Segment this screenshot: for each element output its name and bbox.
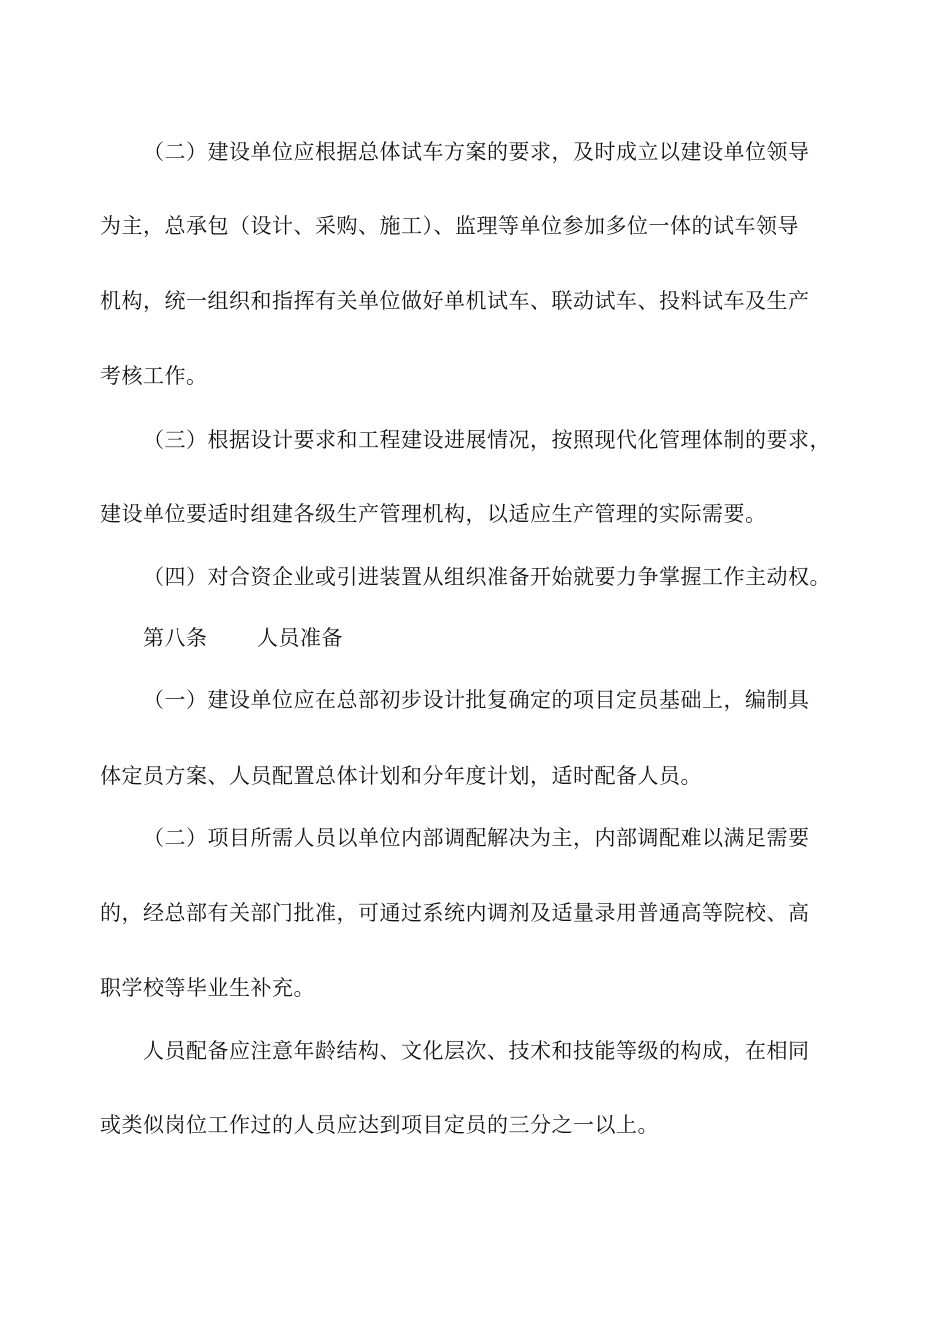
paragraph-line: 的，经总部有关部门批准，可通过系统内调剂及适量录用普通高等院校、高	[100, 901, 810, 925]
paragraph-line: （二）项目所需人员以单位内部调配解决为主，内部调配难以满足需要	[143, 826, 810, 850]
paragraph-line: 机构，统一组织和指挥有关单位做好单机试车、联动试车、投料试车及生产	[100, 289, 810, 313]
paragraph-line: （四）对合资企业或引进装置从组织准备开始就要力争掌握工作主动权。	[143, 565, 831, 589]
article-number: 第八条	[143, 626, 208, 650]
paragraph-line: 或类似岗位工作过的人员应达到项目定员的三分之一以上。	[100, 1113, 659, 1137]
paragraph-line: 职学校等毕业生补充。	[100, 976, 315, 1000]
paragraph-line: （一）建设单位应在总部初步设计批复确定的项目定员基础上，编制具	[143, 688, 810, 712]
paragraph-line: （二）建设单位应根据总体试车方案的要求，及时成立以建设单位领导	[143, 140, 810, 164]
paragraph-line: 为主，总承包（设计、采购、施工）、监理等单位参加多位一体的试车领导	[100, 214, 799, 238]
paragraph-line: 建设单位要适时组建各级生产管理机构，以适应生产管理的实际需要。	[100, 502, 767, 526]
paragraph-line: （三）根据设计要求和工程建设进展情况，按照现代化管理体制的要求，	[143, 428, 831, 452]
paragraph-line: 人员配备应注意年龄结构、文化层次、技术和技能等级的构成，在相同	[143, 1039, 810, 1063]
paragraph-line: 体定员方案、人员配置总体计划和分年度计划，适时配备人员。	[100, 764, 702, 788]
paragraph-line: 考核工作。	[100, 364, 208, 388]
article-title: 人员准备	[257, 626, 343, 650]
